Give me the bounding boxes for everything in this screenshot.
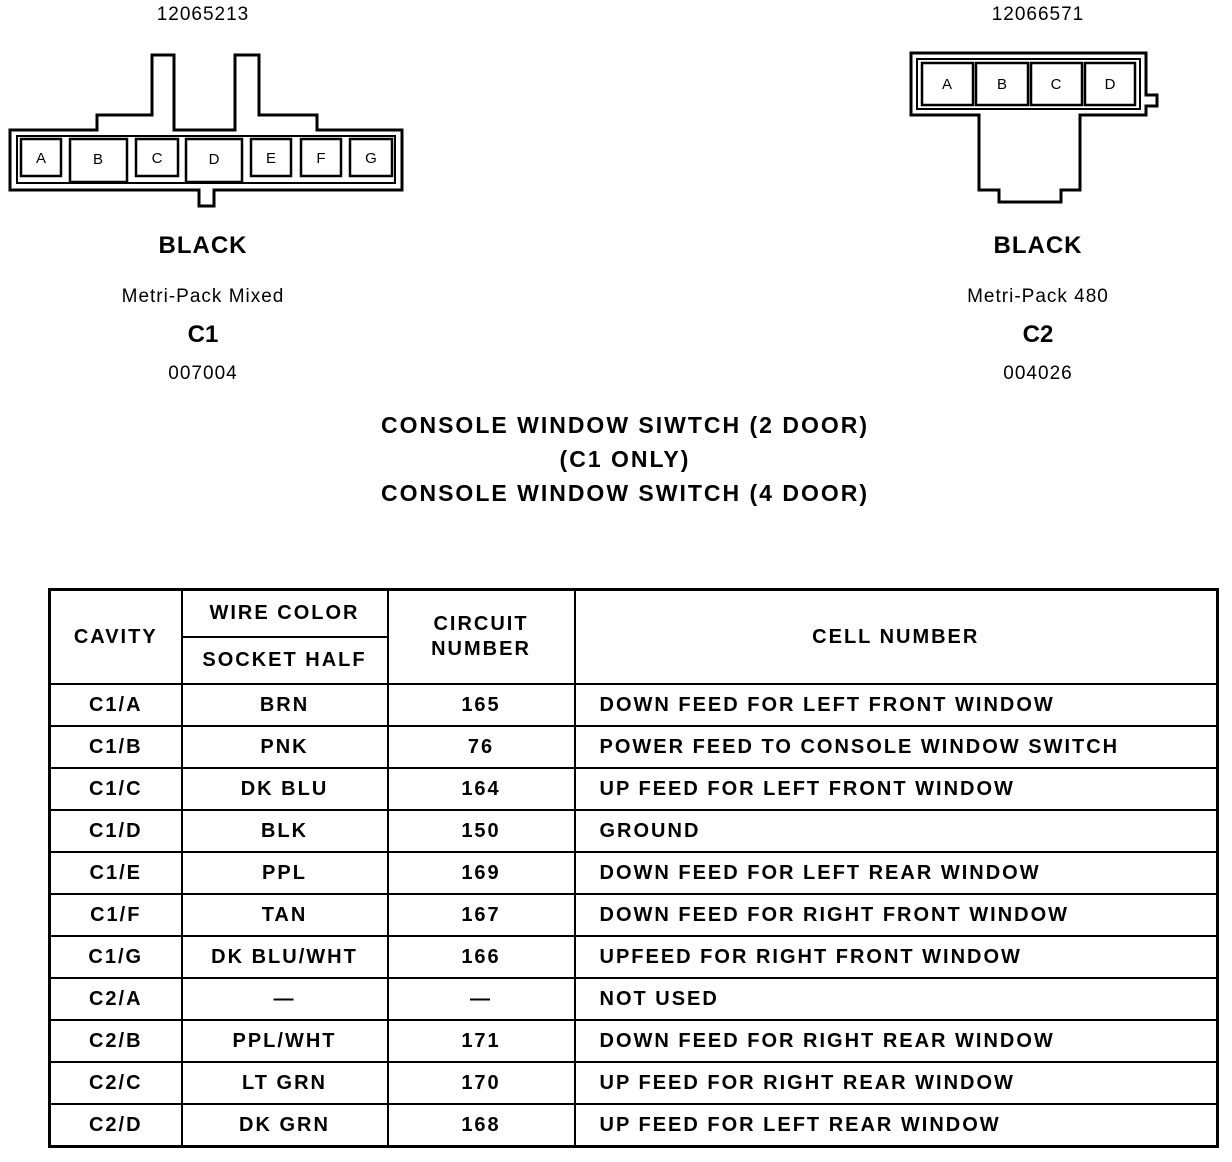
header-cell-number: CELL NUMBER [575, 590, 1218, 685]
cell-description: POWER FEED TO CONSOLE WINDOW SWITCH [575, 726, 1218, 768]
cell-cavity: C1/B [50, 726, 182, 768]
cell-circuit: 170 [388, 1062, 575, 1104]
cell-cavity: C1/G [50, 936, 182, 978]
table-row [50, 726, 1218, 768]
cell-wire-color: LT GRN [182, 1062, 388, 1104]
c2-family: Metri-Pack 480 [967, 286, 1109, 307]
c1-family: Metri-Pack Mixed [121, 286, 285, 307]
cell-cavity: C2/C [50, 1062, 182, 1104]
cell-cavity: C2/A [50, 978, 182, 1020]
c2-cavity-b-label: B [996, 76, 1008, 93]
cell-description: DOWN FEED FOR RIGHT FRONT WINDOW [575, 894, 1218, 936]
cell-description: UP FEED FOR LEFT FRONT WINDOW [575, 768, 1218, 810]
header-socket-half: SOCKET HALF [182, 637, 388, 684]
cell-description: DOWN FEED FOR RIGHT REAR WINDOW [575, 1020, 1218, 1062]
c1-cavity-d-label: D [208, 151, 220, 168]
table-row [50, 978, 1218, 1020]
table-row [50, 894, 1218, 936]
c1-cavity-b-label: B [92, 151, 104, 168]
cell-wire-color: PNK [182, 726, 388, 768]
cell-description: NOT USED [575, 978, 1218, 1020]
cell-cavity: C2/B [50, 1020, 182, 1062]
table-row [50, 1020, 1218, 1062]
cell-circuit: — [388, 978, 575, 1020]
c2-cavity-d-label: D [1104, 76, 1116, 93]
c1-cavity-e-label: E [265, 150, 277, 167]
c2-code: 004026 [1003, 363, 1073, 384]
cell-circuit: 150 [388, 810, 575, 852]
table-row [50, 684, 1218, 726]
cell-wire-color: DK BLU [182, 768, 388, 810]
table-row [50, 810, 1218, 852]
c2-cavity-a [922, 63, 973, 105]
cell-description: UP FEED FOR RIGHT REAR WINDOW [575, 1062, 1218, 1104]
c1-cavity-f-label: F [316, 150, 326, 167]
table-row [50, 936, 1218, 978]
title-line-1: CONSOLE WINDOW SIWTCH (2 DOOR) [380, 412, 870, 438]
cell-circuit: 168 [388, 1104, 575, 1147]
table-row [50, 852, 1218, 894]
cell-wire-color: BLK [182, 810, 388, 852]
cell-cavity: C1/E [50, 852, 182, 894]
cell-cavity: C1/A [50, 684, 182, 726]
header-wire-color: WIRE COLOR [182, 590, 388, 638]
diagram-title [300, 408, 950, 510]
header-cavity: CAVITY [50, 590, 182, 685]
cell-cavity: C2/D [50, 1104, 182, 1147]
cell-circuit: 166 [388, 936, 575, 978]
cell-wire-color: DK BLU/WHT [182, 936, 388, 978]
table-row [50, 768, 1218, 810]
table-row [50, 1062, 1218, 1104]
c2-cavity-a-label: A [941, 76, 953, 93]
cell-cavity: C1/C [50, 768, 182, 810]
c2-color: BLACK [993, 232, 1083, 259]
c1-cavity-c-label: C [151, 150, 163, 167]
c2-cavity-c-label: C [1050, 76, 1062, 93]
cell-description: UPFEED FOR RIGHT FRONT WINDOW [575, 936, 1218, 978]
cell-description: DOWN FEED FOR LEFT FRONT WINDOW [575, 684, 1218, 726]
cell-wire-color: TAN [182, 894, 388, 936]
cell-cavity: C1/D [50, 810, 182, 852]
c1-cavity-a-label: A [35, 150, 47, 167]
c1-cavity-g-label: G [365, 150, 377, 167]
title-line-3: CONSOLE WINDOW SWITCH (4 DOOR) [380, 480, 870, 506]
cell-circuit: 165 [388, 684, 575, 726]
c2-id: C2 [1022, 321, 1054, 348]
c1-part-number: 12065213 [156, 4, 250, 25]
c2-cavity-c [1031, 63, 1082, 105]
cell-circuit: 76 [388, 726, 575, 768]
cell-description: UP FEED FOR LEFT REAR WINDOW [575, 1104, 1218, 1147]
c1-color: BLACK [158, 232, 248, 259]
cell-description: GROUND [575, 810, 1218, 852]
cell-circuit: 167 [388, 894, 575, 936]
c1-code: 007004 [168, 363, 238, 384]
cell-wire-color: — [182, 978, 388, 1020]
cell-wire-color: BRN [182, 684, 388, 726]
cell-wire-color: DK GRN [182, 1104, 388, 1147]
c2-cavity-d [1085, 63, 1135, 105]
cell-cavity: C1/F [50, 894, 182, 936]
c2-cavity-b [976, 63, 1028, 105]
cell-circuit: 169 [388, 852, 575, 894]
cell-description: DOWN FEED FOR LEFT REAR WINDOW [575, 852, 1218, 894]
cell-circuit: 171 [388, 1020, 575, 1062]
c2-part-number: 12066571 [991, 4, 1085, 25]
pinout-table [48, 588, 1219, 1148]
title-line-2: (C1 ONLY) [559, 446, 691, 472]
header-circuit-number: CIRCUIT NUMBER [388, 590, 575, 685]
cell-wire-color: PPL [182, 852, 388, 894]
cell-circuit: 164 [388, 768, 575, 810]
c2-cavities [0, 0, 1232, 215]
c1-id: C1 [187, 321, 219, 348]
cell-wire-color: PPL/WHT [182, 1020, 388, 1062]
table-row [50, 1104, 1218, 1147]
